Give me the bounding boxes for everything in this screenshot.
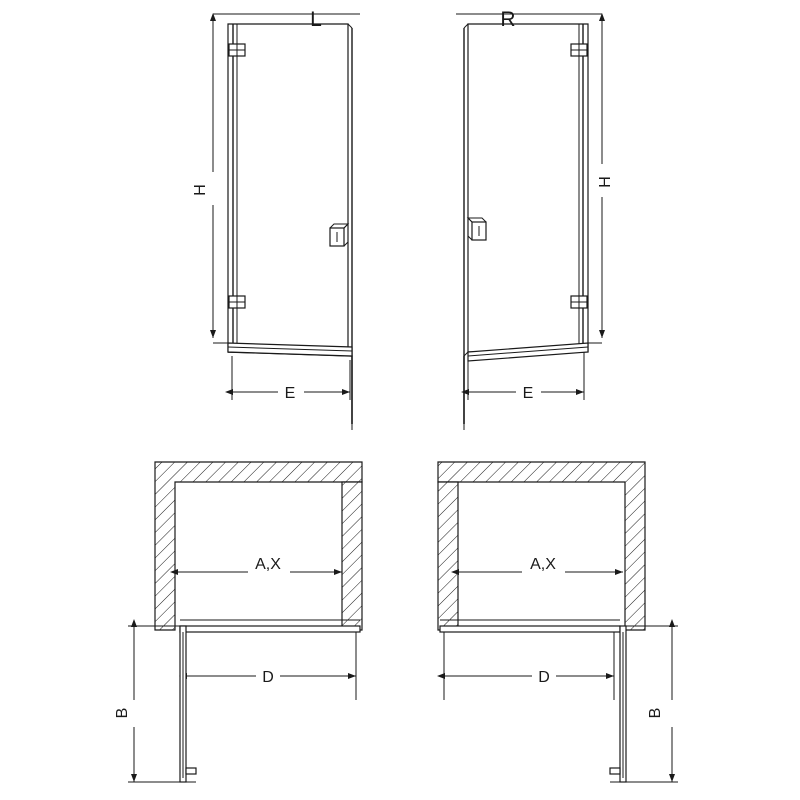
hinge-top-left [229,44,245,56]
shower-door-elevation-left [213,14,360,430]
plan-threshold-right [440,626,620,632]
wall-hatch-left [155,462,362,630]
label-e-left: E [284,385,296,402]
plan-door-handle-left [186,768,196,774]
label-h-left: H [192,184,209,196]
hinge-bottom-right [571,296,587,308]
label-b-right: B [647,707,664,719]
wall-hatch-left-right-leg [342,482,362,630]
label-h-right: H [597,176,614,188]
plan-door-handle-right [610,768,620,774]
wall-hatch-right-left-leg [438,482,458,630]
label-ax-right: A,X [530,556,556,573]
label-b-left: B [114,707,131,719]
hinge-top-right [571,44,587,56]
wall-hatch-right [438,462,645,630]
label-variant-r: R [500,8,516,31]
label-ax-left: A,X [255,556,281,573]
label-variant-l: L [310,8,322,31]
shower-door-plan-right [438,462,678,782]
hinge-bottom-left [229,296,245,308]
shower-door-elevation-right [456,14,602,430]
label-d-left: D [262,669,274,686]
glass-panel-left [228,24,348,352]
shower-door-plan-left [128,462,362,782]
glass-panel-right [468,24,588,352]
plan-threshold-left [180,626,360,632]
label-e-right: E [522,385,534,402]
label-d-right: D [538,669,550,686]
